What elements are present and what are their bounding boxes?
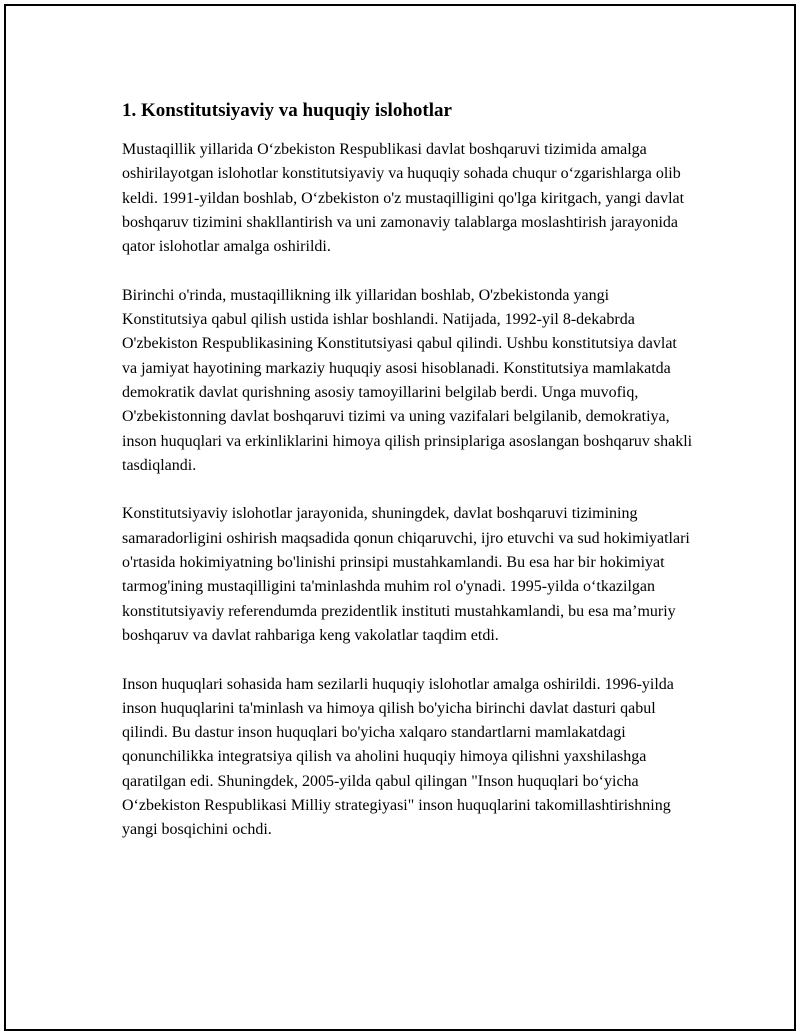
paragraph-3: Konstitutsiyaviy islohotlar jarayonida, shuningdek, davlat boshqaruvi tizimining samaradorligini oshirish maqsadida qonun chiqaruvchi, ijro etuvchi va sud hokimiyatlari o'rtasida hokimiyatning bo'linishi prinsipi mustahkamlandi. Bu esa har bir hokimiyat tarmog'ining mustaqilligini ta'minlashda muhim rol o'ynadi. 1995-yilda o‘tkazilgan konstitutsiyaviy referendumda prezidentlik instituti mustahkamlandi, bu esa ma’muriy boshqaruv va davlat rahbariga keng vakolatlar taqdim etdi. [122,505,690,644]
page-frame [4,4,796,1031]
document-body [122,96,694,867]
paragraph-1: Mustaqillik yillarida O‘zbekiston Respublikasi davlat boshqaruvi tizimida amalga oshirilayotgan islohotlar konstitutsiyaviy va huquqiy sohada chuqur o‘zgarishlarga olib keldi. 1991-yildan boshlab, O‘zbekiston o'z mustaqilligini qo'lga kiritgach, yangi davlat boshqaruv tizimini shakllantirish va uni zamonaviy talablarga moslashtirish jarayonida qator islohotlar amalga oshirildi. [122,141,685,256]
section-title: 1. Konstitutsiyaviy va huquqiy islohotlar [122,100,452,121]
paragraph-2: Birinchi o'rinda, mustaqillikning ilk yillaridan boshlab, O'zbekistonda yangi Konstitutsiya qabul qilish ustida ishlar boshlandi. Natijada, 1992-yil 8-dekabrda O'zbekiston Respublikasining Konstitutsiyasi qabul qilindi. Ushbu konstitutsiya davlat va jamiyat hayotining markaziy huquqiy asosi hisoblanadi. Konstitutsiya mamlakatda demokratik davlat qurishning asosiy tamoyillarini belgilab berdi. Unga muvofiq, O'zbekistonning davlat boshqaruvi tizimi va uning vazifalari belgilanib, demokratiya, inson huquqlari va erkinliklarini himoya qilish prinsiplariga asoslangan boshqaruv shakli tasdiqlandi. [122,286,693,474]
paragraph-4: Inson huquqlari sohasida ham sezilarli huquqiy islohotlar amalga oshirildi. 1996-yilda inson huquqlarini ta'minlash va himoya qilish bo'yicha birinchi davlat dasturi qabul qilindi. Bu dastur inson huquqlari bo'yicha xalqaro standartlarni mamlakatdagi qonunchilikka integratsiya qilish va aholini huquqiy himoya qilishni yaxshilashga qaratilgan edi. Shuningdek, 2005-yilda qabul qilingan "Inson huquqlari bo‘yicha O‘zbekiston Respublikasi Milliy strategiyasi" inson huquqlarini takomillashtirishning yangi bosqichini ochdi. [122,675,674,839]
